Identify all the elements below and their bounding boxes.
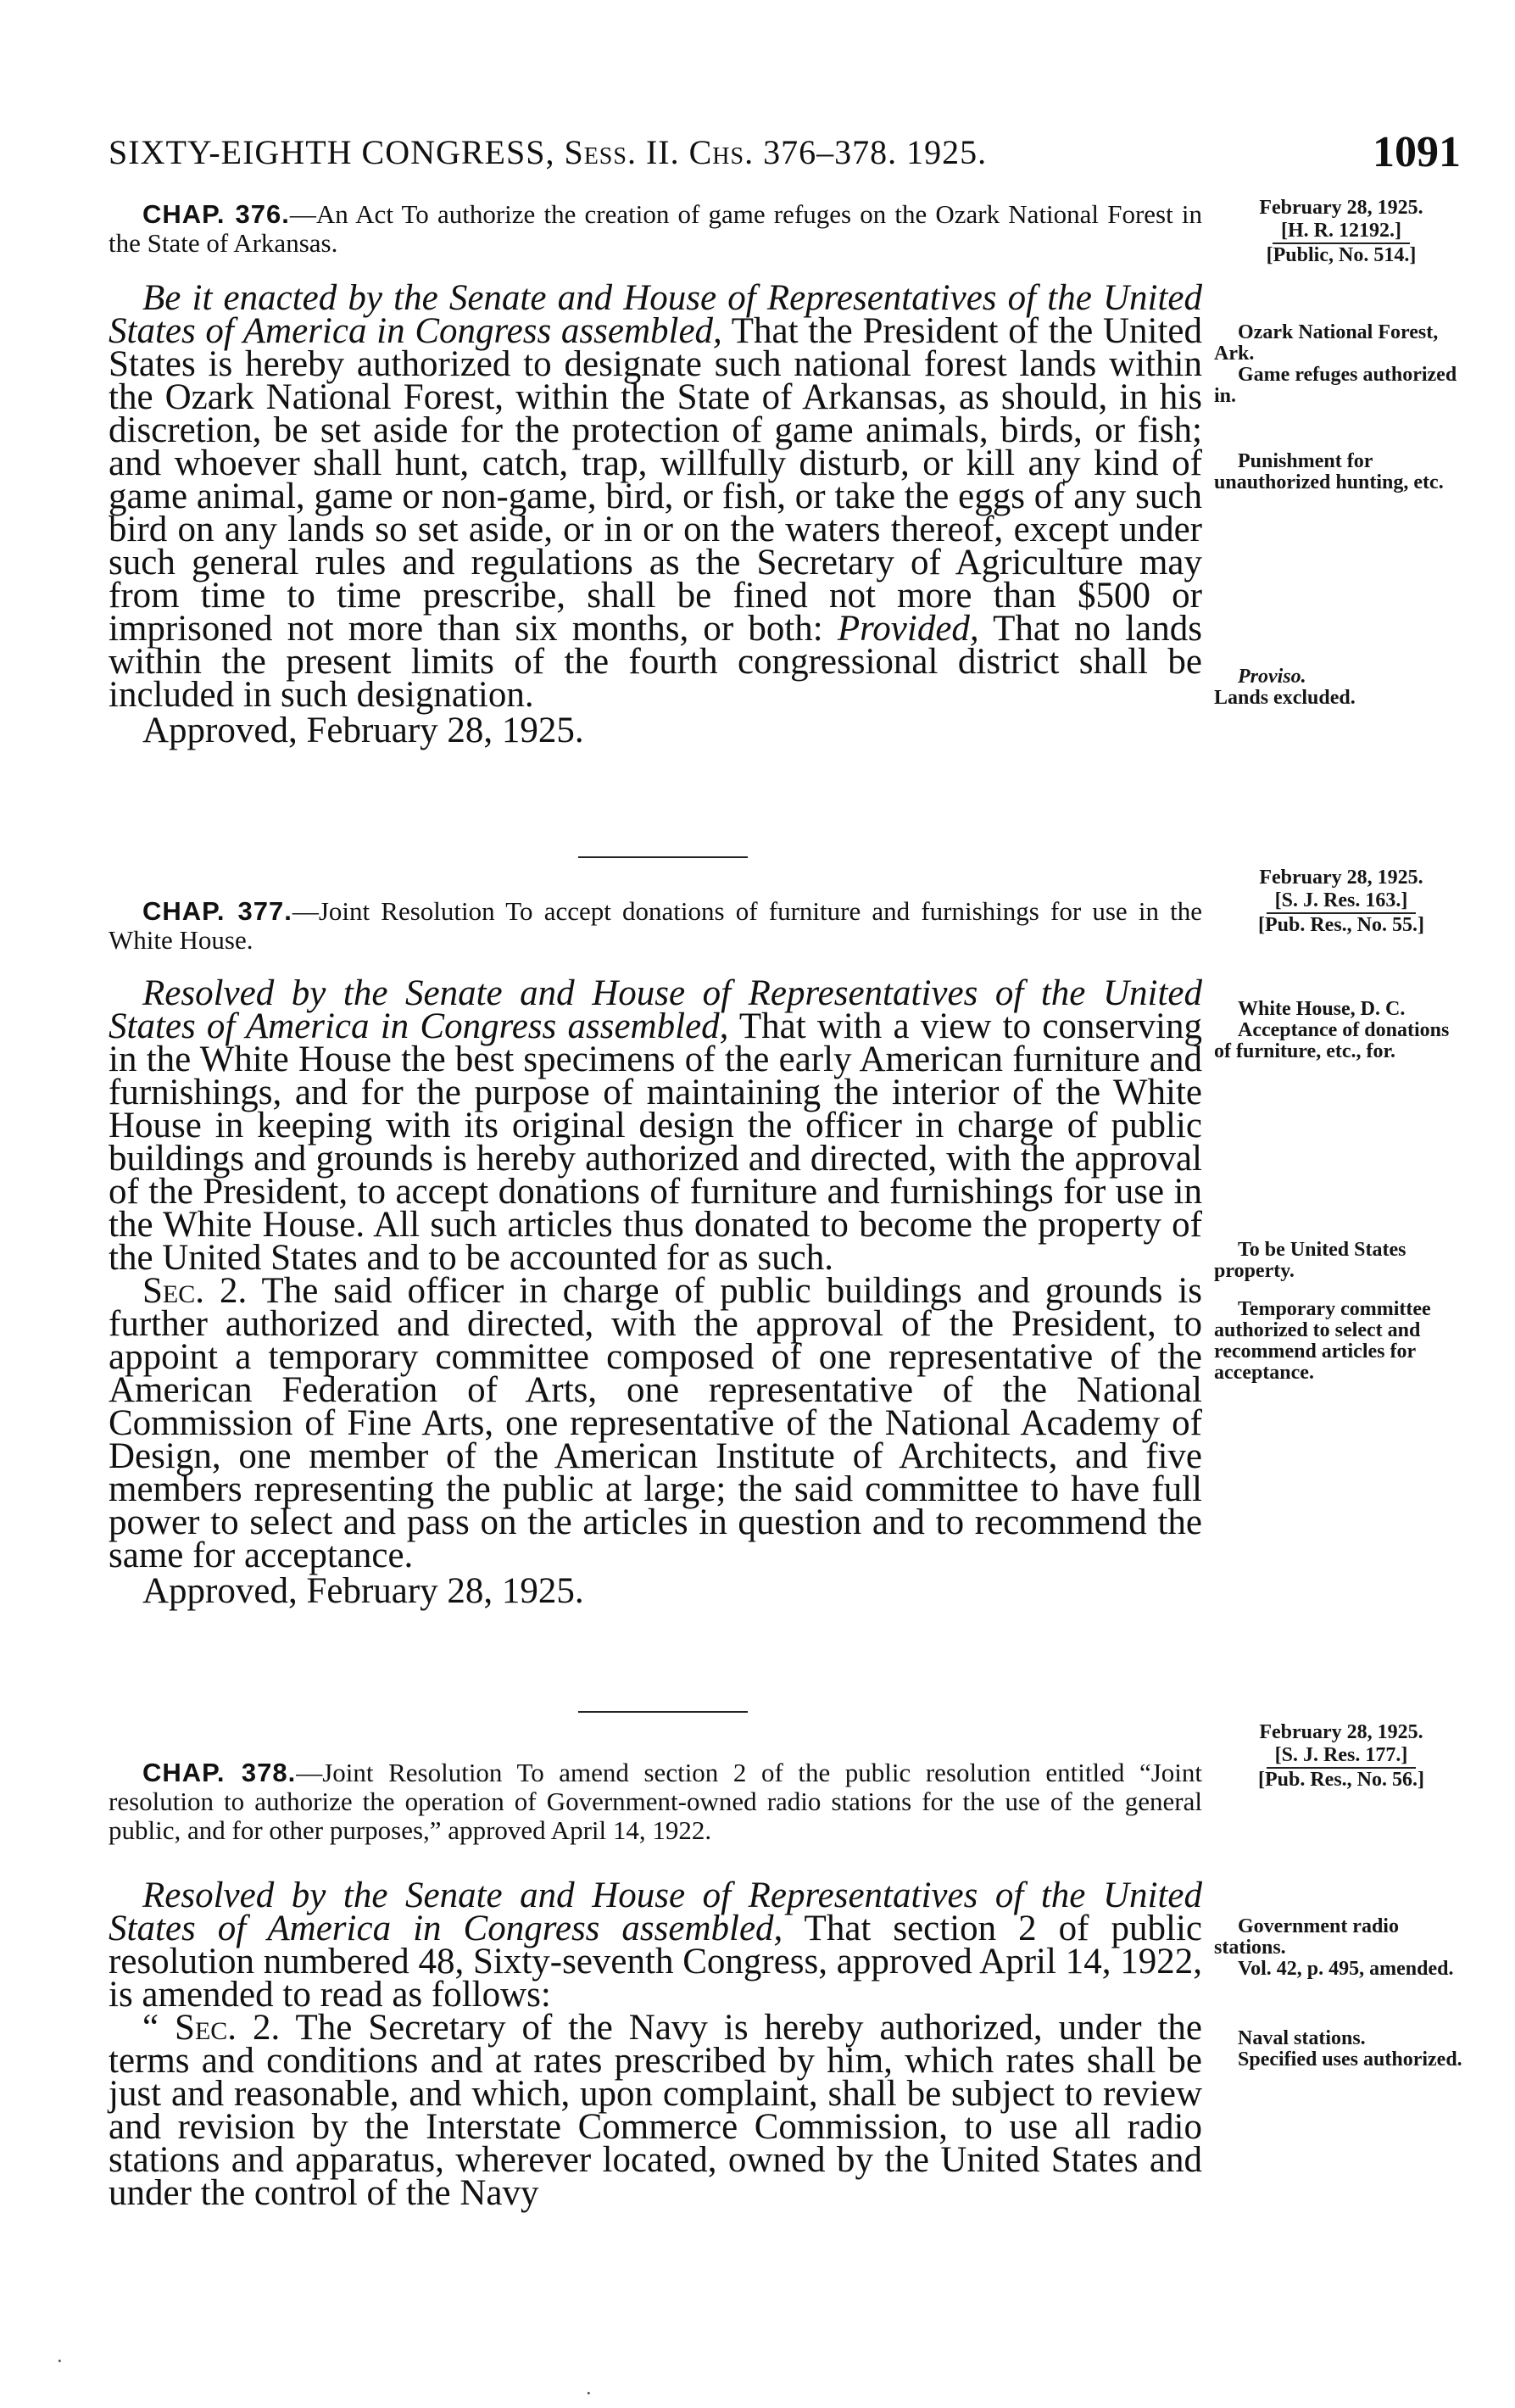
chap-378-sec2: The Secretary of the Navy is hereby authorized, under the terms and conditions and at rates prescribed by him, which rates shall be just and reasonable, and which, upon complaint, shall be subject to review and revision by the Interstate Commerce Commission, to use all radio stations and apparatus, wherever located, owned by the United States and under the control of the Navy [109, 2008, 1203, 2213]
chap-376-note-proviso: Proviso. [1238, 666, 1306, 688]
chap-376-enacting-clause: Be it enacted by the Senate and House of Representatives of the United States of America in Congress assembled, [109, 278, 1202, 351]
chap-376-note-ozark: Ozark National Forest, Ark. [1214, 321, 1439, 365]
chap-376-body-a: That the President of the United States is hereby authorized to designate such national forest lands within the Ozark National Forest, within the State of Arkansas, as should, in his discretion, be set aside for the protection of game animals, birds, or fish; and whoever shall hunt, catch, trap, willfully disturb, or kill any kind of game animal, game or non-game, bird, or fish, or take the eggs of any such bird on any lands so set aside, or in or on the waters thereof, except under such general rules and regulations as the Secretary of Agriculture may from time to time prescribe, shall be fined not more than $500 or imprisoned not more than six months, or both: [109, 311, 1203, 649]
chap-377-note-white-house: White House, D. C. [1238, 998, 1406, 1020]
chap-378-date: February 28, 1925. [1259, 1721, 1423, 1743]
chap-377-note-property: To be United States property. [1214, 1239, 1406, 1282]
chap-378-sec2-label: “ Sec. 2. [142, 2008, 281, 2048]
chap-378-public: [Pub. Res., No. 56.] [1258, 1769, 1424, 1791]
chap-377-sec2-label: Sec. 2. [142, 1271, 248, 1311]
chap-377-note-acceptance: Acceptance of donations of furniture, etc., for. [1214, 1019, 1450, 1062]
chap-377-body-1: That with a view to conserving in the White House the best specimens of the early American furniture and furnishings, and for the purpose of maintaining the interior of the White House in keeping with its original design the officer in charge of public buildings and grounds is hereby authorized and directed, with the approval of the President, to accept donations of furniture and furnishings for use in the White House. All such articles thus donated to become the property of the United States and to be accounted for as such. [109, 1006, 1202, 1278]
section-divider [578, 856, 748, 858]
chap-376-approved: Approved, February 28, 1925. [142, 711, 584, 750]
chap-378-bill: [S. J. Res. 177.] [1267, 1744, 1417, 1769]
chap-377-date: February 28, 1925. [1259, 867, 1423, 889]
chap-376-body-b: That no lands within the present limits of the fourth congressional district shall be included in such designation. [109, 609, 1202, 715]
chap-377-sec2: The said officer in charge of public buildings and grounds is further authorized and directed, with the approval of the President, to appoint a temporary committee composed of one representative of the American Federation of Arts, one representative of the National Commission of Fine Arts, one representative of the National Academy of Design, one member of the American Institute of Architects, and five members representing the public at large; the said committee to have full power to select and pass on the articles in question and to recommend the same for acceptance. [109, 1271, 1203, 1575]
chap-376-number: CHAP. 376. [142, 199, 290, 229]
chap-376-proviso-word: Provided, [837, 609, 979, 649]
chap-377-note-committee: Temporary committee authorized to select and recommend articles for acceptance. [1214, 1298, 1431, 1384]
chap-378-number: CHAP. 378. [142, 1758, 297, 1787]
chap-378-body [109, 1876, 1203, 2213]
chap-378-resolving-clause: Resolved by the Senate and House of Representatives of the United States of America in Congress assembled, [109, 1876, 1202, 1948]
chap-376-date: February 28, 1925. [1259, 197, 1423, 219]
chap-376-heading [109, 200, 1202, 258]
scan-speck: · [56, 2349, 64, 2373]
scan-speck: · [585, 2381, 593, 2405]
session-label: Sess. II. [564, 133, 680, 171]
chap-377-bill: [S. J. Res. 163.] [1267, 889, 1417, 914]
chap-378-note-radio: Government radio stations. [1214, 1915, 1399, 1959]
year-label: 1925. [906, 133, 988, 171]
chapters-label: Chs. 376–378. [688, 133, 898, 171]
chap-378-note-uses: Specified uses authorized. [1238, 2048, 1462, 2071]
chap-377-number: CHAP. 377. [142, 896, 292, 926]
chap-376-note-refuges: Game refuges authorized in. [1214, 364, 1457, 407]
page-number: 1091 [1373, 128, 1461, 176]
chap-378-note-vol: Vol. 42, p. 495, amended. [1238, 1958, 1454, 1980]
chap-378-title: —Joint Resolution To amend section 2 of the public resolution entitled “Joint resolution to authorize the operation of Government-owned radio stations for the use of the general public, and for other purposes,” approved April 14, 1922. [109, 1758, 1202, 1845]
chap-378-heading [109, 1759, 1202, 1845]
section-divider-2 [578, 1711, 748, 1713]
chap-376-public: [Public, No. 514.] [1266, 244, 1417, 266]
chap-377-resolving-clause: Resolved by the Senate and House of Representatives of the United States of America in Congress assembled, [109, 973, 1202, 1046]
chap-378-note-naval: Naval stations. [1238, 2027, 1366, 2049]
chap-377-public: [Pub. Res., No. 55.] [1258, 914, 1424, 936]
chap-377-body [109, 973, 1203, 1611]
chap-377-approved: Approved, February 28, 1925. [142, 1571, 584, 1611]
chap-376-note-punishment: Punishment for unauthorized hunting, etc. [1214, 450, 1444, 493]
congress-label: SIXTY-EIGHTH CONGRESS, [109, 133, 555, 171]
chap-377-heading [109, 897, 1202, 955]
chap-376-note-lands-excluded: Lands excluded. [1214, 687, 1356, 709]
chap-376-bill: [H. R. 12192.] [1273, 220, 1410, 244]
chap-376-body [109, 278, 1203, 750]
chap-376-title: —An Act To authorize the creation of game refuges on the Ozark National Forest in the State of Arkansas. [109, 199, 1202, 258]
chap-377-title: —Joint Resolution To accept donations of furniture and furnishings for use in the White House. [109, 896, 1203, 955]
running-header [109, 127, 1461, 178]
chap-378-body-1: That section 2 of public resolution numbered 48, Sixty-seventh Congress, approved April 14, 1922, is amended to read as follows: [109, 1909, 1202, 2015]
running-head-text [109, 132, 987, 172]
